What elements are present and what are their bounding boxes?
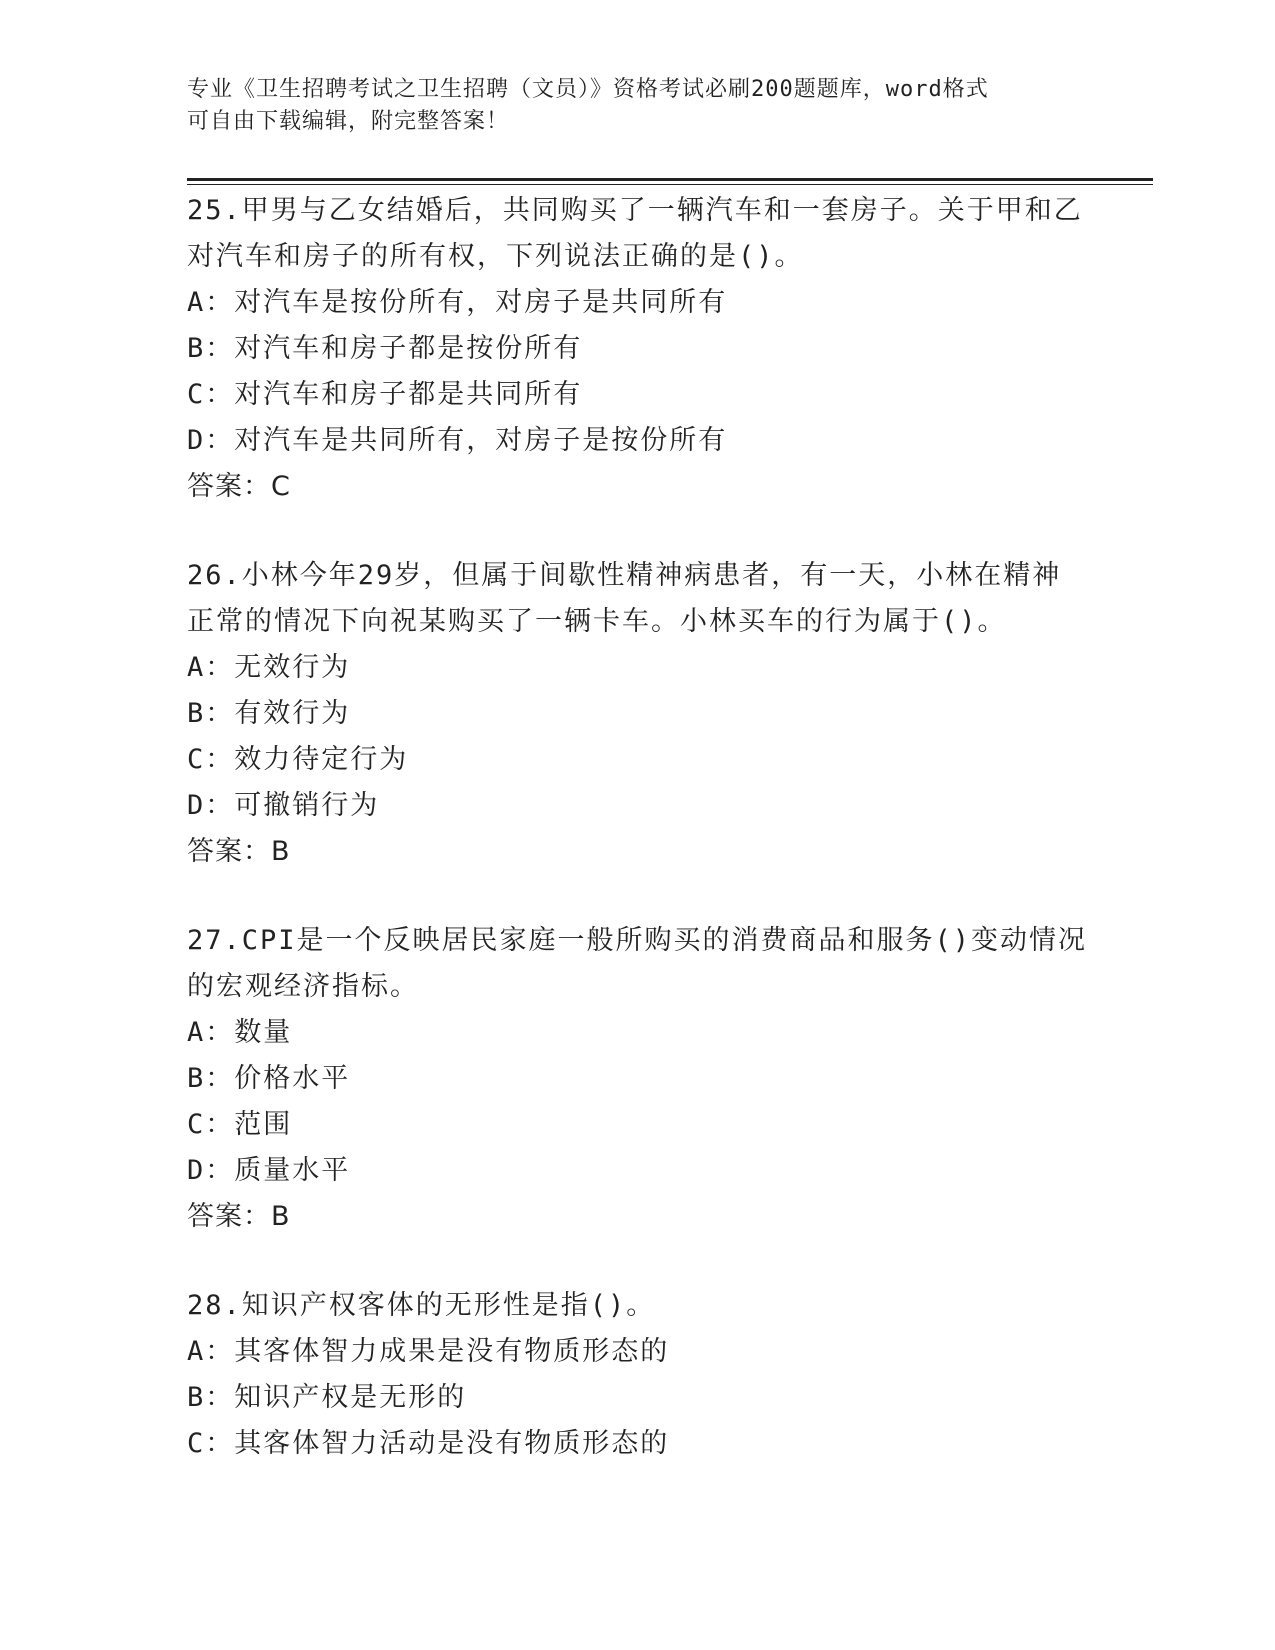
question-text-line: 28.知识产权客体的无形性是指()。 (187, 1290, 656, 1321)
option-b: B：对汽车和房子都是按份所有 (187, 333, 583, 364)
option-d: D：对汽车是共同所有，对房子是按份所有 (187, 425, 728, 456)
option-b: B：有效行为 (187, 698, 351, 729)
answer-text: 答案：C (187, 471, 291, 502)
question-text-line: 的宏观经济指标。 (187, 971, 419, 1002)
question-list (187, 188, 1087, 1510)
document-header (187, 74, 1087, 138)
option-c: C：效力待定行为 (187, 744, 409, 775)
option-c: C：其客体智力活动是没有物质形态的 (187, 1428, 670, 1459)
option-c: C：对汽车和房子都是共同所有 (187, 379, 583, 410)
header-divider-thick (187, 178, 1153, 181)
option-c: C：范围 (187, 1109, 293, 1140)
option-b: B：知识产权是无形的 (187, 1382, 467, 1413)
header-line-1: 专业《卫生招聘考试之卫生招聘（文员）》资格考试必刷200题题库，word格式 (187, 77, 989, 102)
question-25 (187, 188, 1087, 510)
option-d: D：可撤销行为 (187, 790, 380, 821)
option-a: A：数量 (187, 1017, 293, 1048)
option-a: A：其客体智力成果是没有物质形态的 (187, 1336, 670, 1367)
question-26 (187, 553, 1087, 875)
header-divider-thin (187, 184, 1153, 185)
option-a: A：对汽车是按份所有，对房子是共同所有 (187, 287, 728, 318)
option-b: B：价格水平 (187, 1063, 351, 1094)
question-text-line: 26.小林今年29岁，但属于间歇性精神病患者，有一天，小林在精神 (187, 560, 1062, 591)
question-text-line: 正常的情况下向祝某购买了一辆卡车。小林买车的行为属于()。 (187, 606, 1007, 637)
question-text-line: 对汽车和房子的所有权，下列说法正确的是()。 (187, 241, 804, 272)
header-line-2: 可自由下载编辑，附完整答案！ (187, 109, 510, 134)
question-28 (187, 1283, 1087, 1467)
option-d: D：质量水平 (187, 1155, 351, 1186)
answer-text: 答案：B (187, 836, 291, 867)
answer-text: 答案：B (187, 1201, 291, 1232)
question-text-line: 25.甲男与乙女结婚后，共同购买了一辆汽车和一套房子。关于甲和乙 (187, 195, 1083, 226)
option-a: A：无效行为 (187, 652, 351, 683)
question-27 (187, 918, 1087, 1240)
question-text-line: 27.CPI是一个反映居民家庭一般所购买的消费商品和服务()变动情况 (187, 925, 1088, 956)
